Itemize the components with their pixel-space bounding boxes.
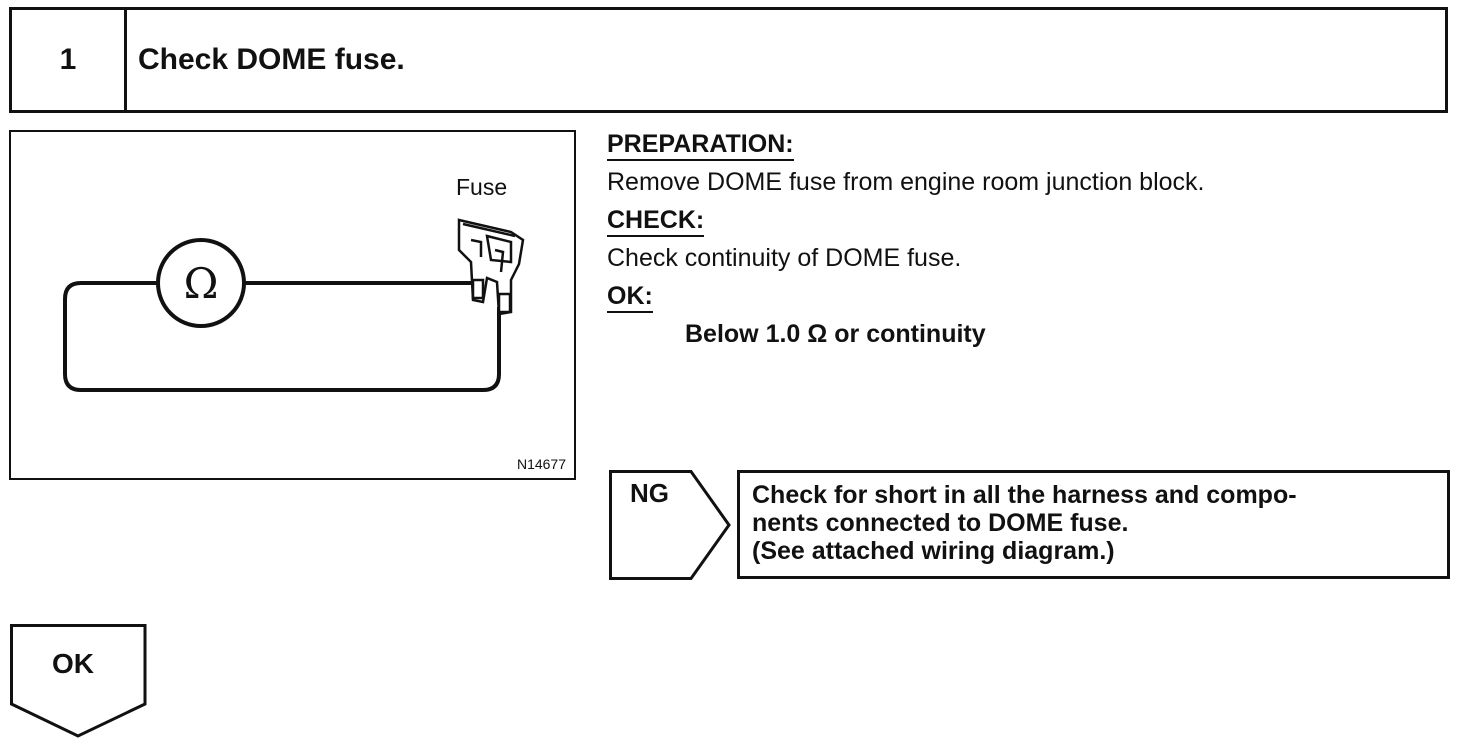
ng-label: NG xyxy=(630,478,669,508)
ng-action-line: Check for short in all the harness and compo- xyxy=(752,481,1297,509)
ok-heading: OK: xyxy=(607,281,653,313)
ng-action-line: nents connected to DOME fuse. xyxy=(752,509,1129,537)
ok-spec: Below 1.0 Ω or continuity xyxy=(685,320,986,348)
ohm-symbol: Ω xyxy=(183,259,219,308)
ng-action-line: (See attached wiring diagram.) xyxy=(752,537,1115,565)
check-text: Check continuity of DOME fuse. xyxy=(607,244,962,272)
preparation-heading: PREPARATION: xyxy=(607,129,794,161)
ng-action-box xyxy=(737,470,1450,579)
fuse-label: Fuse xyxy=(456,174,508,200)
test-lead-wire xyxy=(65,283,499,390)
preparation-text: Remove DOME fuse from engine room junction block. xyxy=(607,168,1205,196)
check-heading: CHECK: xyxy=(607,205,704,237)
fuse-icon xyxy=(459,220,523,314)
step-title: Check DOME fuse. xyxy=(138,43,405,76)
ok-label: OK xyxy=(52,648,94,679)
ng-arrow-icon xyxy=(609,470,734,580)
inspection-info xyxy=(607,125,1204,353)
figure-code: N14677 xyxy=(516,456,566,472)
continuity-check-figure xyxy=(9,130,576,480)
step-header xyxy=(9,7,1448,113)
step-number: 1 xyxy=(12,10,127,110)
ok-arrow-icon xyxy=(10,624,150,738)
